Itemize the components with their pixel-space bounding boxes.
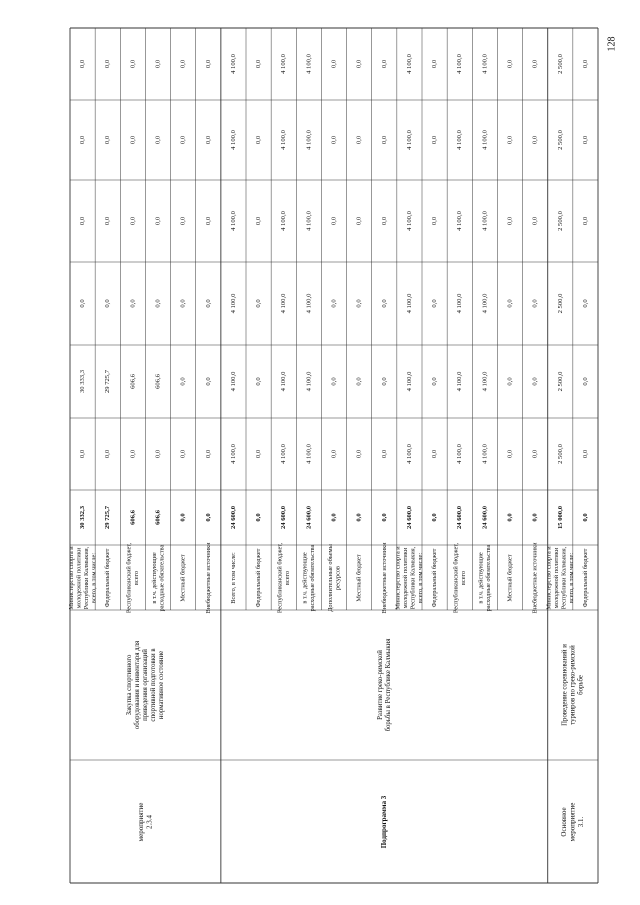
row-label: расходные обязательства	[485, 544, 493, 612]
value-cell: 4 100,0	[305, 444, 313, 464]
value-cell: 24 600,0	[481, 505, 489, 530]
value-cell: 0,0	[531, 135, 539, 145]
value-cell: 0,0	[380, 59, 388, 69]
value-cell: 0,0	[531, 513, 539, 522]
value-cell: 0,0	[581, 59, 589, 69]
section-description: оборудования и инвентаря для	[133, 640, 141, 730]
value-cell: 0,0	[431, 449, 439, 459]
value-cell: 4 100,0	[405, 130, 413, 150]
value-cell: 29 725,7	[104, 505, 112, 530]
value-cell: 0,0	[431, 216, 439, 226]
value-cell: 0,0	[204, 377, 212, 386]
value-cell: 4 100,0	[405, 211, 413, 231]
row-label: расходные обязательства	[309, 544, 317, 612]
value-cell: 0,0	[531, 377, 539, 386]
value-cell: 0,0	[380, 299, 388, 308]
value-cell: 0,0	[154, 216, 162, 226]
value-cell: 0,0	[255, 299, 263, 308]
value-cell: 0,0	[581, 216, 589, 226]
value-cell: 0,0	[104, 59, 112, 69]
row-label: ресурсов	[334, 565, 342, 591]
value-cell: 0,0	[531, 449, 539, 459]
value-cell: 0,0	[330, 216, 338, 226]
value-cell: 0,0	[154, 449, 162, 459]
value-cell: 2 500,0	[556, 130, 564, 150]
value-cell: 24 600,0	[456, 505, 464, 530]
value-cell: 0,0	[380, 513, 388, 522]
value-cell: 0,0	[179, 377, 187, 386]
value-cell: 0,0	[154, 135, 162, 145]
value-cell: 4 100,0	[229, 371, 237, 392]
row-label: Республики Калмыкия,	[409, 546, 417, 610]
value-cell: 4 100,0	[280, 211, 288, 231]
row-label: всего, в том числе:	[567, 552, 575, 604]
value-cell: 2 500,0	[556, 444, 564, 464]
value-cell: 4 100,0	[280, 293, 288, 314]
value-cell: 606,6	[129, 510, 137, 525]
section-description: Развитие греко-римской	[376, 650, 384, 720]
row-label: всего	[133, 570, 141, 586]
value-cell: 0,0	[431, 135, 439, 145]
value-cell: 0,0	[581, 377, 589, 386]
row-label: молодежной политики	[552, 547, 560, 609]
value-cell: 0,0	[204, 299, 212, 308]
value-cell: 0,0	[506, 513, 514, 522]
value-cell: 0,0	[104, 135, 112, 145]
row-label: Федеральный бюджет	[581, 548, 589, 608]
value-cell: 0,0	[104, 449, 112, 459]
value-cell: 0,0	[204, 135, 212, 145]
value-cell: 0,0	[204, 216, 212, 226]
value-cell: 4 100,0	[229, 444, 237, 464]
section-code: мероприятие	[136, 802, 145, 842]
row-label: Республиканский бюджет,	[125, 542, 133, 614]
value-cell: 4 100,0	[456, 211, 464, 231]
value-cell: 0,0	[355, 377, 363, 386]
row-label: Министерство спорта и	[67, 546, 75, 610]
value-cell: 0,0	[330, 135, 338, 145]
row-label: в т.ч. действующие	[301, 552, 309, 604]
value-cell: 4 100,0	[405, 54, 413, 74]
value-cell: 0,0	[79, 216, 87, 226]
row-label: Министерство спорта и	[394, 546, 402, 610]
value-cell: 24 600,0	[229, 505, 237, 530]
value-cell: 0,0	[581, 449, 589, 459]
value-cell: 0,0	[506, 216, 514, 226]
section-code: Основное	[560, 807, 569, 837]
row-label: Внебюджетные источники	[380, 542, 388, 614]
row-label: Местный бюджет	[179, 554, 187, 602]
value-cell: 0,0	[380, 135, 388, 145]
value-cell: 4 100,0	[405, 293, 413, 314]
value-cell: 0,0	[506, 59, 514, 69]
value-cell: 30 332,3	[79, 505, 87, 530]
section-code: Подпрограмма 3	[379, 795, 388, 849]
value-cell: 0,0	[355, 513, 363, 522]
value-cell: 0,0	[255, 377, 263, 386]
row-label: в т.ч. действующие	[477, 552, 485, 604]
value-cell: 0,0	[380, 377, 388, 386]
value-cell: 4 100,0	[305, 211, 313, 231]
value-cell: 4 100,0	[481, 371, 489, 392]
value-cell: 4 100,0	[229, 54, 237, 74]
value-cell: 0,0	[355, 59, 363, 69]
row-label: молодежной политики	[75, 547, 83, 609]
value-cell: 0,0	[531, 299, 539, 308]
value-cell: 0,0	[330, 299, 338, 308]
value-cell: 2 500,0	[556, 293, 564, 314]
value-cell: 4 100,0	[456, 444, 464, 464]
value-cell: 0,0	[581, 513, 589, 522]
value-cell: 0,0	[79, 135, 87, 145]
value-cell: 24 600,0	[280, 505, 288, 530]
section-code: 3.1.	[577, 816, 586, 828]
row-label: всего, в том числе:	[90, 552, 98, 604]
row-label: расходные обязательства	[158, 544, 166, 612]
value-cell: 0,0	[179, 135, 187, 145]
section-description: борьбы в Республике Калмыкия	[384, 638, 392, 732]
section-description: нормативное состояние	[157, 650, 165, 720]
value-cell: 0,0	[330, 377, 338, 386]
row-label: всего	[459, 570, 467, 586]
value-cell: 4 100,0	[405, 371, 413, 392]
row-label: Местный бюджет	[355, 554, 363, 602]
value-cell: 0,0	[330, 449, 338, 459]
value-cell: 0,0	[255, 216, 263, 226]
value-cell: 0,0	[179, 513, 187, 522]
page-number: 128	[606, 36, 618, 52]
value-cell: 0,0	[179, 449, 187, 459]
value-cell: 4 100,0	[481, 211, 489, 231]
row-label: Дополнительные объемы	[326, 544, 334, 612]
row-label: Внебюджетные источники	[204, 542, 212, 614]
row-label: Республиканский бюджет,	[276, 542, 284, 614]
value-cell: 2 500,0	[556, 54, 564, 74]
value-cell: 4 100,0	[481, 444, 489, 464]
value-cell: 0,0	[506, 377, 514, 386]
row-label: всего	[283, 570, 291, 586]
value-cell: 0,0	[355, 299, 363, 308]
value-cell: 4 100,0	[305, 371, 313, 392]
row-label: Федеральный бюджет	[255, 548, 263, 608]
value-cell: 0,0	[431, 377, 439, 386]
section-description: борьбе	[577, 675, 585, 695]
value-cell: 0,0	[330, 513, 338, 522]
row-label: молодежной политики	[402, 547, 410, 609]
value-cell: 0,0	[204, 449, 212, 459]
value-cell: 0,0	[431, 59, 439, 69]
value-cell: 0,0	[154, 59, 162, 69]
value-cell: 0,0	[179, 299, 187, 308]
value-cell: 24 600,0	[305, 505, 313, 530]
value-cell: 4 100,0	[305, 54, 313, 74]
value-cell: 4 100,0	[280, 444, 288, 464]
value-cell: 4 100,0	[456, 130, 464, 150]
row-label: в т.ч. действующие	[150, 552, 158, 604]
value-cell: 15 000,0	[556, 505, 564, 530]
value-cell: 0,0	[179, 59, 187, 69]
value-cell: 2 500,0	[556, 371, 564, 392]
value-cell: 0,0	[179, 216, 187, 226]
value-cell: 4 100,0	[456, 54, 464, 74]
value-cell: 0,0	[255, 135, 263, 145]
section-code: мероприятие	[568, 802, 577, 842]
value-cell: 30 333,3	[79, 369, 87, 394]
value-cell: 0,0	[129, 59, 137, 69]
value-cell: 4 100,0	[229, 130, 237, 150]
section-description: спортивной подготовки в	[149, 648, 157, 722]
value-cell: 0,0	[129, 135, 137, 145]
section-description: турниров по греко-римской	[569, 645, 577, 725]
row-label: всего, в том числе:	[417, 552, 425, 604]
value-cell: 0,0	[380, 216, 388, 226]
value-cell: 4 100,0	[481, 130, 489, 150]
section-code: 2.3.4	[145, 815, 154, 829]
value-cell: 4 100,0	[229, 293, 237, 314]
value-cell: 4 100,0	[305, 293, 313, 314]
value-cell: 4 100,0	[280, 54, 288, 74]
value-cell: 0,0	[355, 135, 363, 145]
value-cell: 4 100,0	[456, 371, 464, 392]
value-cell: 0,0	[79, 449, 87, 459]
section-description: приведения организаций	[141, 649, 149, 721]
value-cell: 0,0	[204, 513, 212, 522]
value-cell: 0,0	[506, 135, 514, 145]
row-label: Республиканский бюджет,	[452, 542, 460, 614]
value-cell: 4 100,0	[229, 211, 237, 231]
value-cell: 0,0	[255, 513, 263, 522]
value-cell: 0,0	[255, 449, 263, 459]
value-cell: 4 100,0	[280, 130, 288, 150]
value-cell: 0,0	[104, 216, 112, 226]
value-cell: 0,0	[531, 59, 539, 69]
row-label: Федеральный бюджет	[431, 548, 439, 608]
row-label: Федеральный бюджет	[104, 548, 112, 608]
row-label: Республики Калмыкия,	[560, 546, 568, 610]
value-cell: 4 100,0	[481, 54, 489, 74]
row-label: Внебюджетные источники	[531, 542, 539, 614]
section-description: Проведение соревнований и	[561, 644, 569, 726]
value-cell: 0,0	[204, 59, 212, 69]
value-cell: 0,0	[79, 299, 87, 308]
value-cell: 4 100,0	[280, 371, 288, 392]
value-cell: 0,0	[506, 449, 514, 459]
value-cell: 4 100,0	[456, 293, 464, 314]
section-description: Закупка спортивного	[125, 654, 133, 716]
value-cell: 0,0	[79, 59, 87, 69]
value-cell: 0,0	[129, 449, 137, 459]
value-cell: 29 725,7	[104, 369, 112, 394]
value-cell: 0,0	[255, 59, 263, 69]
value-cell: 0,0	[380, 449, 388, 459]
row-label: Всего, в том числе:	[229, 552, 237, 604]
value-cell: 0,0	[355, 216, 363, 226]
value-cell: 0,0	[129, 299, 137, 308]
value-cell: 0,0	[531, 216, 539, 226]
row-label: Местный бюджет	[506, 554, 514, 602]
value-cell: 0,0	[330, 59, 338, 69]
value-cell: 606,6	[154, 510, 162, 525]
value-cell: 0,0	[129, 216, 137, 226]
value-cell: 606,6	[129, 374, 137, 389]
value-cell: 0,0	[581, 135, 589, 145]
value-cell: 4 100,0	[405, 444, 413, 464]
value-cell: 0,0	[431, 513, 439, 522]
value-cell: 0,0	[355, 449, 363, 459]
row-label: Республики Калмыкия,	[82, 546, 90, 610]
value-cell: 0,0	[104, 299, 112, 308]
value-cell: 0,0	[506, 299, 514, 308]
value-cell: 0,0	[431, 299, 439, 308]
row-label: Министерство спорта и	[545, 546, 553, 610]
value-cell: 24 600,0	[405, 505, 413, 530]
value-cell: 606,6	[154, 374, 162, 389]
value-cell: 0,0	[154, 299, 162, 308]
value-cell: 2 500,0	[556, 211, 564, 231]
value-cell: 4 100,0	[481, 293, 489, 314]
value-cell: 4 100,0	[305, 130, 313, 150]
value-cell: 0,0	[581, 299, 589, 308]
